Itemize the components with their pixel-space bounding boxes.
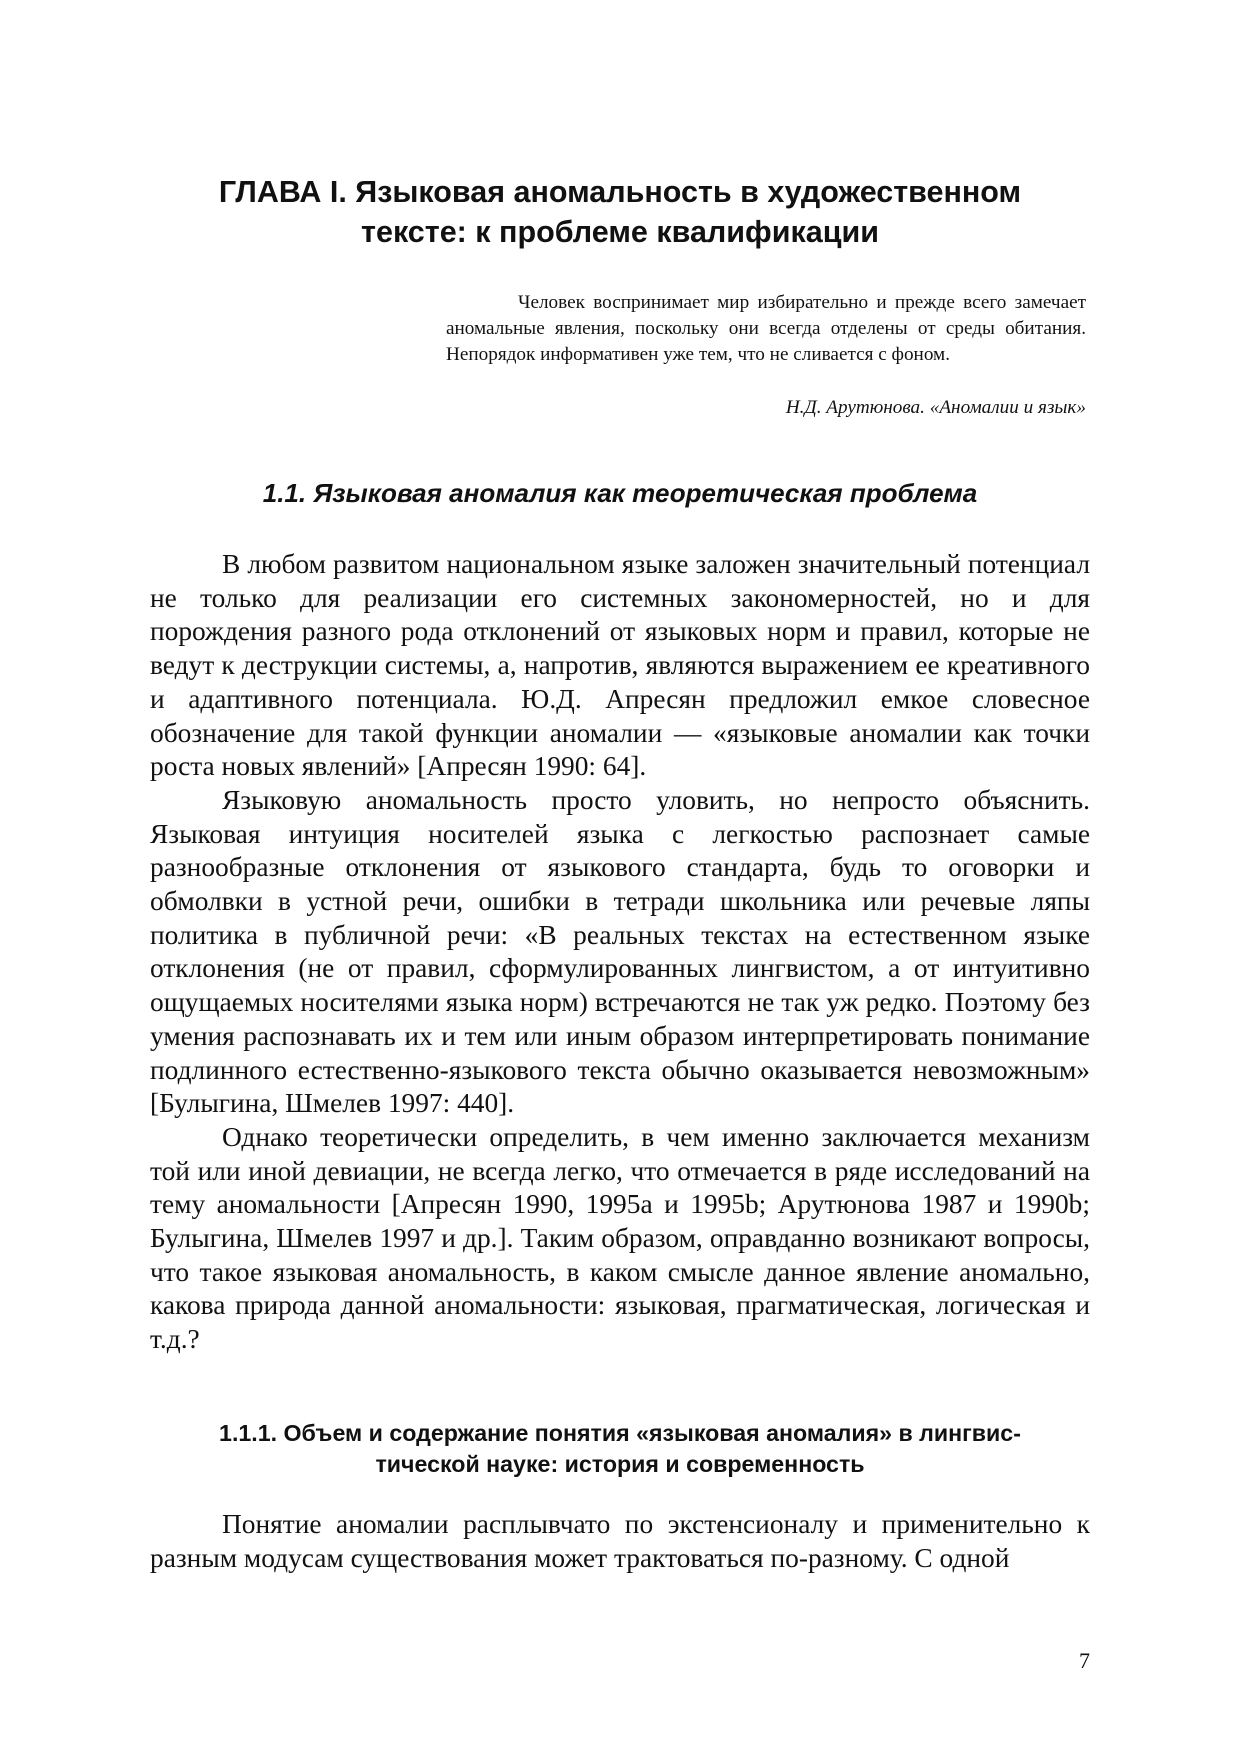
- subsection-body: [150, 1508, 1090, 1575]
- subsection-title-line-1: 1.1.1. Объем и содержание понятия «языковая аномалия» в лингвис-: [219, 1420, 1021, 1446]
- paragraph: Понятие аномалии расплывчато по экстенсионалу и применительно к разным модусам существования может трактоваться по-разному. С одной: [150, 1509, 1090, 1573]
- subsection-title-line-2: тической науке: история и современность: [375, 1451, 865, 1477]
- section-body: [150, 548, 1090, 1357]
- section-title: 1.1. Языковая аномалия как теоретическая проблема: [262, 478, 978, 508]
- paragraph: Языковую аномальность просто уловить, но непросто объяснить. Языковая интуиция носителей языка с легкостью распознает самые разнообразные отклонения от языкового стандарта, будь то оговорки и обмолвки в устной речи, ошибки в тетради школьника или речевые ляпы политика в публичной речи: «В реальных текстах на естественном языке отклонения (не от правил, сформулированных лингвистом, а от интуитивно ощущаемых носителями языка норм) встречаются не так уж редко. Поэтому без умения распознавать их и тем или иным образом интерпретировать понимание подлинного естественно-языкового текста обычно оказывается невозможным» [Булыгина, Шмелев 1997: 440].: [150, 784, 1090, 1119]
- subsection-title: [150, 1418, 1090, 1480]
- page-number: 7: [1079, 1648, 1090, 1673]
- chapter-title-line-2: тексте: к проблеме квалификации: [361, 215, 879, 249]
- chapter-title-line-1: ГЛАВА I. Языковая аномальность в художественном: [218, 175, 1022, 209]
- paragraph: Однако теоретически определить, в чем именно заключается механизм той или иной девиации, не всегда легко, что отмечается в ряде исследований на тему аномальности [Апресян 1990, 1995а и 1995b; Арутюнова 1987 и 1990b; Булыгина, Шмелев 1997 и др.]. Таким образом, оправданно возникают вопросы, что такое языковая аномальность, в каком смысле данное явление аномально, какова природа данной аномальности: языковая, прагматическая, логическая и т.д.?: [150, 1121, 1090, 1355]
- epigraph-text: Человек воспринимает мир избирательно и прежде всего замечает аномальные явления, поскольку они всегда отделены от среды обитания. Непорядок информативен уже тем, что не сливается с фоном.: [446, 292, 1086, 365]
- paragraph: В любом развитом национальном языке заложен значительный потенциал не только для реализации его системных закономерностей, но и для порождения разного рода отклонений от языковых норм и правил, которые не ведут к деструкции системы, а, напротив, являются выражением ее креативного и адаптивного потенциала. Ю.Д. Апресян предложил емкое словесное обозначение для такой функции аномалии — «языковые аномалии как точки роста новых явлений» [Апресян 1990: 64].: [150, 549, 1090, 782]
- epigraph-source: Н.Д. Арутюнова. «Аномалии и язык»: [785, 397, 1086, 418]
- chapter-title: [150, 172, 1090, 252]
